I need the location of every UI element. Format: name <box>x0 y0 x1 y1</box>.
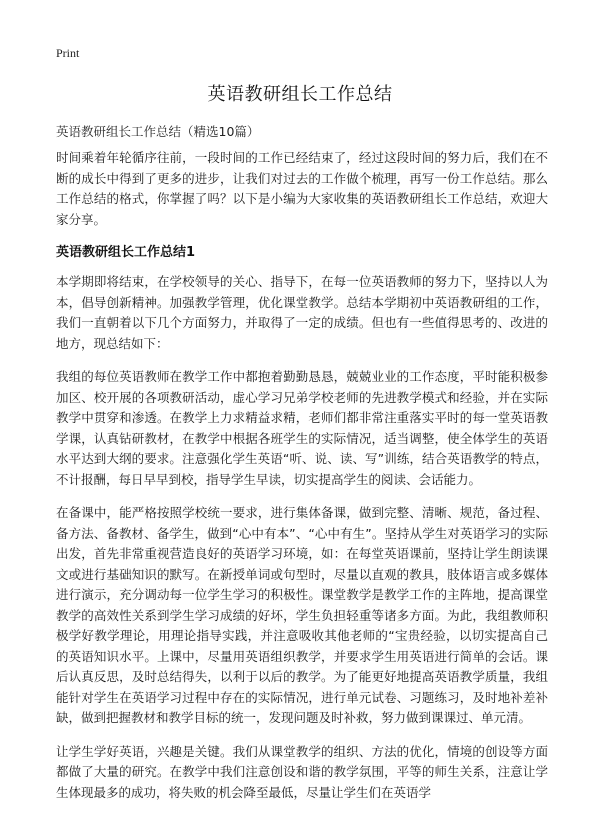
body-paragraph: 我组的每位英语教师在教学工作中都抱着勤勤恳恳，兢兢业业的工作态度，平时能积极参加区、校开展的各项教研活动，虚心学习兄弟学校老师的先进教学模式和经验，并在实际教学中贯穿和渗透。在教学上力求精益求精，老师们都非常注重落实平时的每一堂英语教学课，认真钻研教材，在教学中根据各班学生的实际情况，适当调整，使全体学生的英语水平达到大纲的要求。注意强化学生英语“听、说、读、写”训练，结合英语教学的特点，不计报酬，每日早早到校，指导学生早读，切实提高学生的阅读、会话能力。 <box>56 369 548 487</box>
body-paragraph: 让学生学好英语，兴趣是关键。我们从课堂教学的组织、方法的优化，情境的创设等方面都做了大量的研究。在教学中我们注意创设和谐的教学氛围，平等的师生关系，注意让学生体现最多的成功，将失败的机会降至最低，尽量让学生们在英语学 <box>56 743 548 800</box>
body-paragraph: 本学期即将结束，在学校领导的关心、指导下，在每一位英语教师的努力下，坚持以人为本，倡导创新精神。加强教学管理，优化课堂教学。总结本学期初中英语教研组的工作，我们一直朝着以下几个方面努力，并取得了一定的成绩。但也有一些值得思考的、改进的地方，现总结如下： <box>56 274 548 351</box>
intro-paragraph: 时间乘着年轮循序往前，一段时间的工作已经结束了，经过这段时间的努力后，我们在不断的成长中得到了更多的进步，让我们对过去的工作做个梳理，再写一份工作总结。那么工作总结的格式，你掌握了吗？以下是小编为大家收集的英语教研组长工作总结，欢迎大家分享。 <box>56 150 548 227</box>
section-heading: 英语教研组长工作总结1 <box>56 245 196 260</box>
print-link[interactable]: Print <box>56 46 80 60</box>
document-body <box>56 148 548 816</box>
document-title: 英语教研组长工作总结 <box>207 84 393 105</box>
document-subtitle: 英语教研组长工作总结（精选10篇） <box>56 124 260 139</box>
body-paragraph: 在备课中，能严格按照学校统一要求，进行集体备课，做到完整、清晰、规范，备过程、备方法、备教材、备学生，做到“心中有本”、“心中有生”。坚持从学生对英语学习的实际出发，首先非常重视营造良好的英语学习环境，如：在每堂英语课前，坚持让学生朗读课文或进行基础知识的默写。在新授单词或句型时，尽量以直观的教具，肢体语言或多媒体进行演示，充分调动每一位学生学习的积极性。课堂教学是教学工作的主阵地，提高课堂教学的高效性关系到学生学习成绩的好坏，学生负担轻重等诸多方面。为此，我组教师积极学好教学理论，用理论指导实践，并注意吸收其他老师的“宝贵经验，以切实提高自己的英语知识水平。上课中，尽量用英语组织教学，并要求学生用英语进行简单的会话。课后认真反思，及时总结得失，以利于以后的教学。为了能更好地提高英语教学质量，我组能针对学生在英语学习过程中存在的实际情况，进行单元试卷、习题练习，及时地补差补缺，做到把握教材和教学目标的统一，发现问题及时补救，努力做到课课过、单元清。 <box>56 505 548 725</box>
